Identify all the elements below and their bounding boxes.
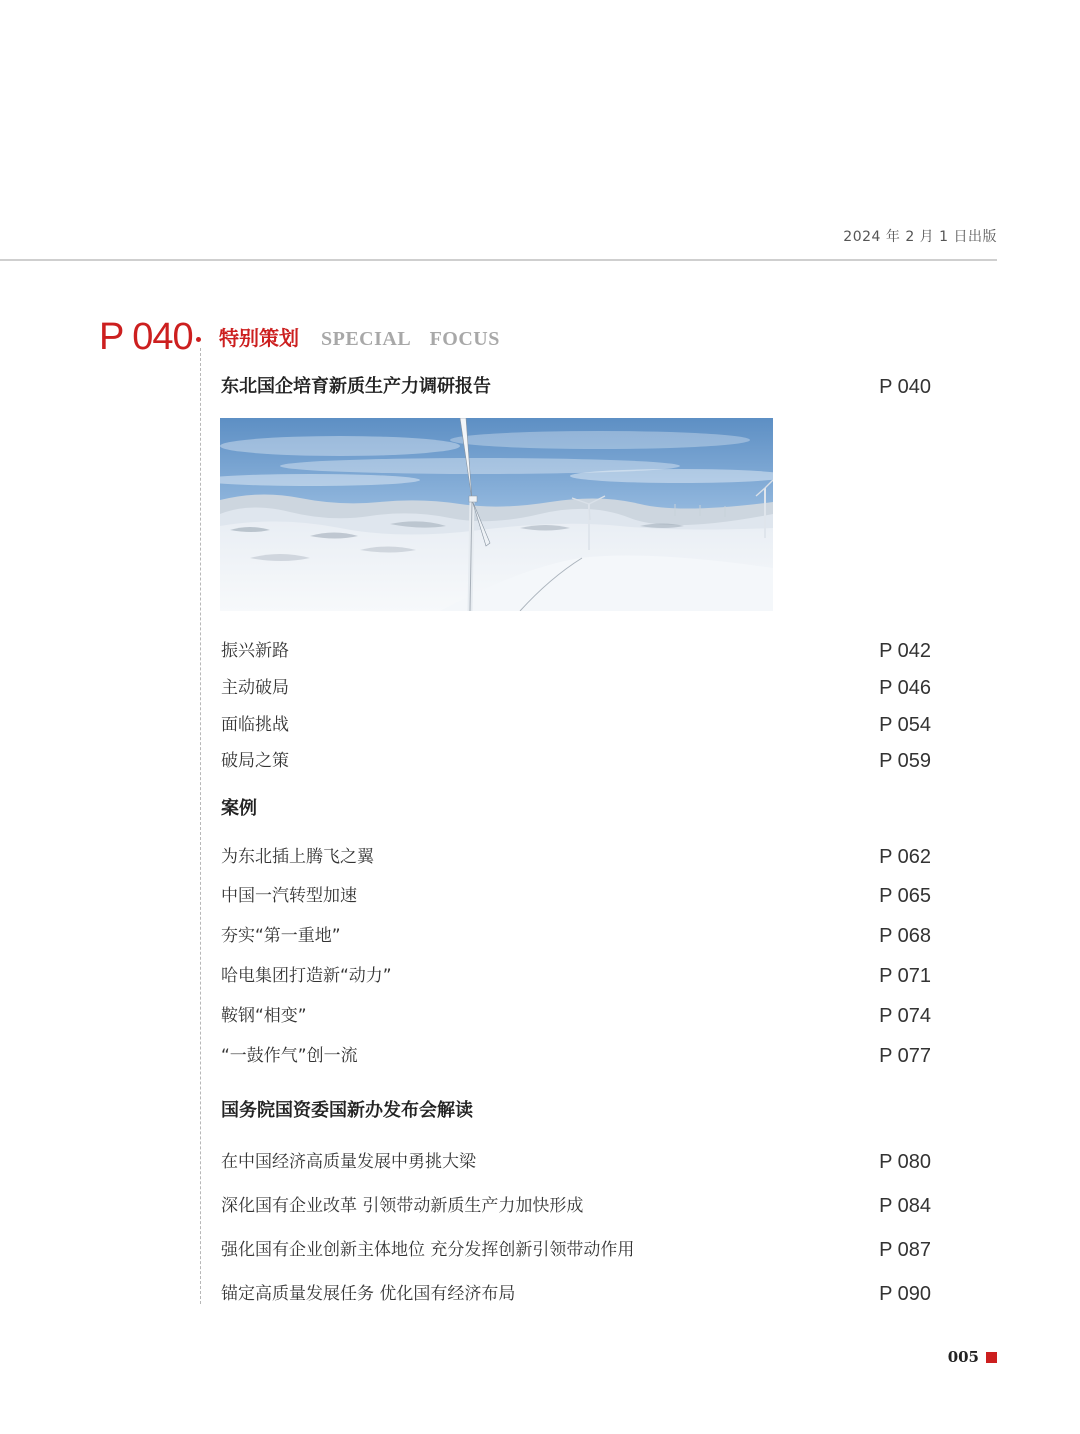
toc-row-page: P 090	[879, 1283, 931, 1305]
wind-turbine-snow-photo	[220, 418, 773, 611]
toc-row[interactable]	[221, 961, 933, 991]
toc-row[interactable]	[221, 1041, 933, 1071]
section-title-en: SPECIAL FOCUS	[321, 328, 500, 350]
toc-row[interactable]	[221, 1147, 933, 1177]
toc-row[interactable]	[221, 673, 933, 703]
cases-heading: 案例	[221, 798, 257, 819]
toc-row-title: 鞍钢“相变”	[221, 1006, 307, 1026]
section-page-number: P 040	[99, 316, 193, 358]
toc-row-title: 为东北插上腾飞之翼	[221, 847, 374, 867]
toc-row-title: 深化国有企业改革 引领带动新质生产力加快形成	[221, 1196, 584, 1216]
briefing-heading: 国务院国资委国新办发布会解读	[221, 1100, 473, 1121]
toc-row-page: P 080	[879, 1151, 931, 1173]
toc-row[interactable]	[221, 921, 933, 951]
toc-row-title: “一鼓作气”创一流	[221, 1046, 358, 1066]
toc-row-title: 哈电集团打造新“动力”	[221, 966, 392, 986]
toc-row-title: 锚定高质量发展任务 优化国有经济布局	[221, 1284, 516, 1304]
issue-date: 2024 年 2 月 1 日出版	[843, 229, 997, 245]
toc-row[interactable]	[221, 710, 933, 740]
toc-row-title: 振兴新路	[221, 641, 289, 661]
toc-row-page: P 084	[879, 1195, 931, 1217]
toc-row-page: P 054	[879, 714, 931, 736]
toc-row[interactable]	[221, 1279, 933, 1309]
toc-row-title: 破局之策	[221, 751, 289, 771]
section-dot	[196, 337, 201, 342]
toc-row-page: P 071	[879, 965, 931, 987]
toc-row-page: P 065	[879, 885, 931, 907]
toc-row-page: P 087	[879, 1239, 931, 1261]
toc-row-title: 在中国经济高质量发展中勇挑大梁	[221, 1152, 476, 1172]
toc-row-page: P 077	[879, 1045, 931, 1067]
toc-row-title: 中国一汽转型加速	[221, 886, 357, 906]
toc-row[interactable]	[221, 1191, 933, 1221]
header-divider	[0, 259, 997, 261]
lead-article-page: P 040	[879, 376, 931, 398]
toc-row-page: P 059	[879, 750, 931, 772]
toc-row[interactable]	[221, 636, 933, 666]
toc-row-title: 强化国有企业创新主体地位 充分发挥创新引领带动作用	[221, 1240, 635, 1260]
lead-article-row[interactable]	[221, 372, 933, 402]
toc-vertical-rule	[200, 348, 201, 1304]
toc-row[interactable]	[221, 1235, 933, 1265]
toc-row-title: 主动破局	[221, 678, 289, 698]
toc-row-page: P 046	[879, 677, 931, 699]
footer-page-number: 005	[947, 1348, 979, 1366]
toc-row[interactable]	[221, 881, 933, 911]
toc-row-page: P 062	[879, 846, 931, 868]
section-title-cn: 特别策划	[219, 326, 299, 350]
toc-row-page: P 074	[879, 1005, 931, 1027]
toc-row-page: P 068	[879, 925, 931, 947]
toc-row-title: 面临挑战	[221, 715, 289, 735]
toc-row-title: 夯实“第一重地”	[221, 926, 341, 946]
toc-row[interactable]	[221, 1001, 933, 1031]
footer-square-marker	[986, 1352, 997, 1363]
toc-row[interactable]	[221, 746, 933, 776]
toc-row[interactable]	[221, 842, 933, 872]
toc-row-page: P 042	[879, 640, 931, 662]
lead-article-title: 东北国企培育新质生产力调研报告	[221, 376, 491, 397]
